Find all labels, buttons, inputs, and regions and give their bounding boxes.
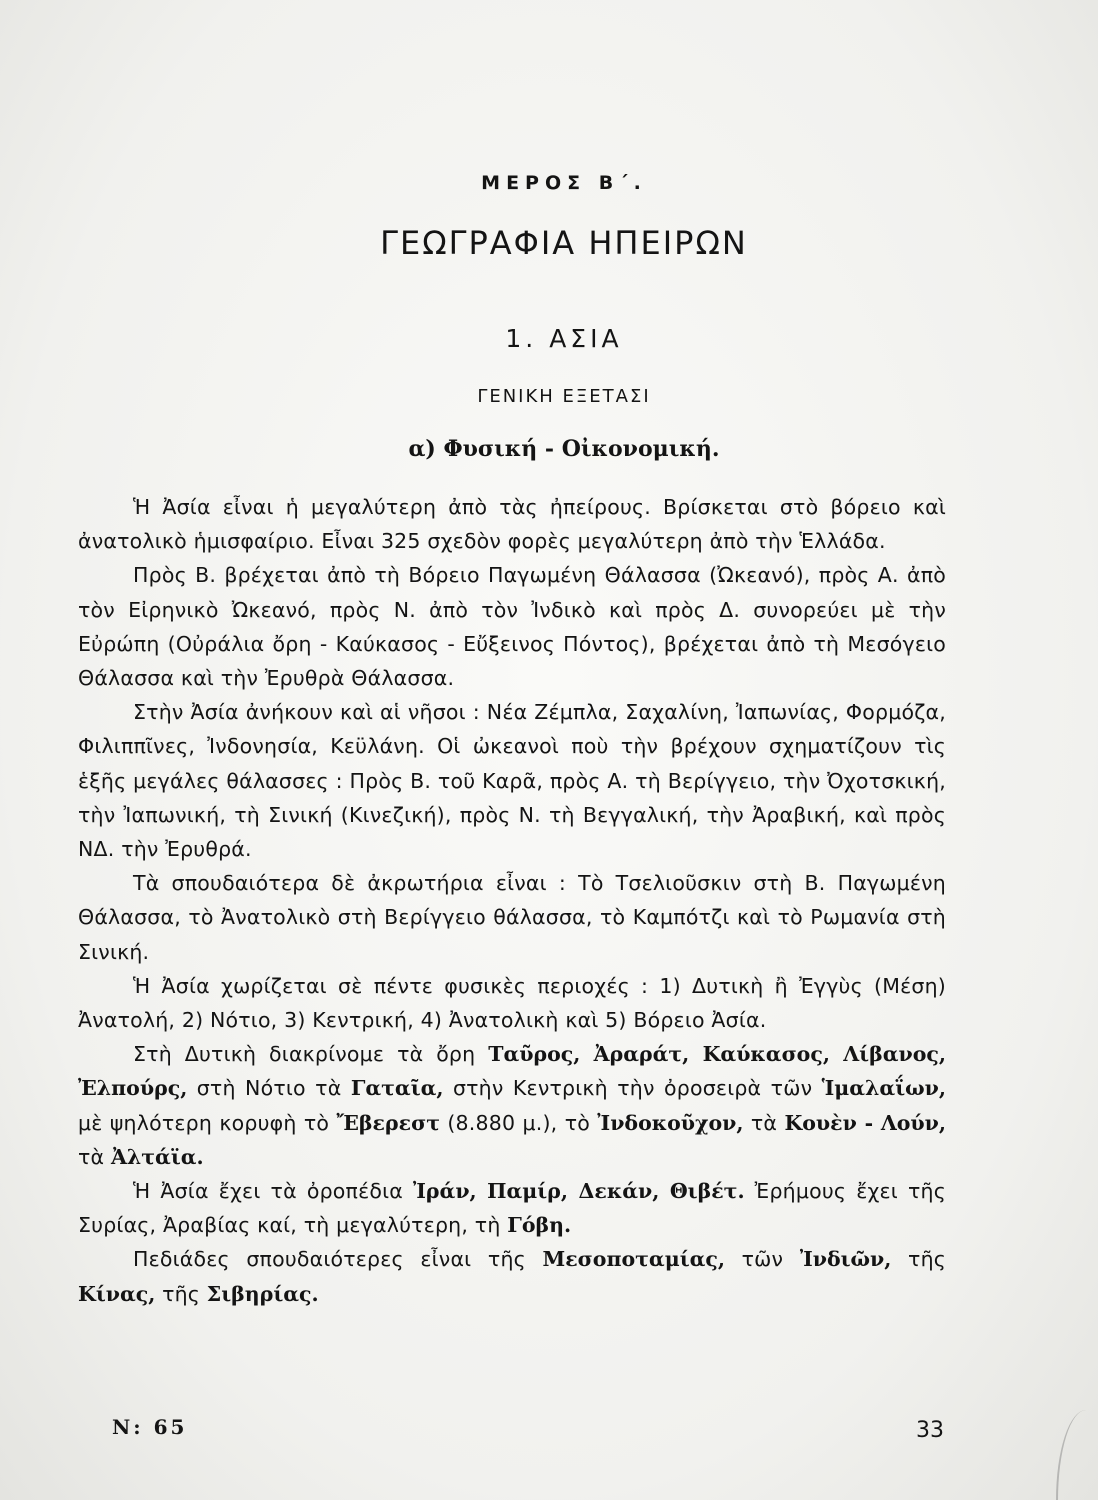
text-run: μὲ ψηλότερη κορυφὴ τὸ <box>78 1110 337 1135</box>
body-text <box>78 490 946 1311</box>
bold-term: Ἱμαλαΐων, <box>821 1076 947 1101</box>
bold-term: Κουὲν - Λούν, <box>784 1110 946 1135</box>
text-run: τὰ <box>78 1144 111 1169</box>
text-run: στὴ Νότιο τὰ <box>187 1076 351 1101</box>
section-title: ΓΕΝΙΚΗ ΕΞΕΤΑΣΙ <box>477 386 651 407</box>
paragraph-asia-size: Ἡ Ἀσία εἶναι ἡ μεγαλύτερη ἀπὸ τὰς ἠπείρους. Βρίσκεται στὸ βόρειο καὶ ἀνατολικὸ ἡμισφαίριο. Εἶναι 325 σχεδὸν φορὲς μεγαλύτερη ἀπὸ τὴν Ἑλλάδα. <box>78 495 946 554</box>
paragraph-plateaus-deserts <box>78 1174 946 1242</box>
paragraph-capes: Τὰ σπουδαιότερα δὲ ἀκρωτήρια εἶναι : Τὸ Τσελιοῦσκιν στὴ Β. Παγωμένη Θάλασσα, τὸ Ἀνατολικὸ στὴ Βερίγγειο θάλασσα, τὸ Καμπότζι καὶ τὸ Ρωμανία στὴ Σινική. <box>78 871 946 964</box>
bold-term: Ἀλτάϊα. <box>110 1144 204 1169</box>
text-run: τῆς <box>155 1281 207 1306</box>
bold-term: Ἰράν, Παμίρ, Δεκάν, Θιβέτ. <box>413 1179 745 1204</box>
chapter-title: 1. ΑΣΙΑ <box>505 324 623 353</box>
bold-term: Μεσοποταμίας, <box>542 1247 726 1272</box>
bold-term: Κίνας, <box>78 1281 156 1306</box>
text-run: στὴν Κεντρικὴ τὴν ὀροσειρὰ τῶν <box>443 1076 822 1101</box>
bold-term: Σιβηρίας. <box>206 1281 319 1306</box>
paragraph-mountains <box>78 1037 946 1174</box>
page-edge-curl <box>1056 1410 1098 1500</box>
paragraph-plains <box>78 1242 946 1310</box>
subsection-title: α) Φυσική - Οἰκονομική. <box>408 436 720 462</box>
bold-term: Ἔβερεστ <box>336 1110 440 1135</box>
text-run: (8.880 μ.), τὸ <box>440 1110 598 1135</box>
text-run: Πεδιάδες σπουδαιότερες εἶναι τῆς <box>133 1247 543 1272</box>
paragraph-asia-borders: Πρὸς Β. βρέχεται ἀπὸ τὴ Βόρειο Παγωμένη Θάλασσα (Ὠκεανό), πρὸς Α. ἀπὸ τὸν Εἰρηνικὸ Ὠκεανό, πρὸς Ν. ἀπὸ τὸν Ἰνδικὸ καὶ πρὸς Δ. συνορεύει μὲ τὴν Εὐρώπη (Οὐράλια ὄρη - Καύκασος - Εὔξεινος Πόντος), βρέχεται ἀπὸ τὴ Μεσόγειο Θάλασσα καὶ τὴν Ἐρυθρὰ Θάλασσα. <box>78 563 946 691</box>
main-title: ΓΕΩΓΡΑΦΙΑ ΗΠΕΙΡΩΝ <box>380 224 748 262</box>
page-number: 33 <box>916 1418 944 1443</box>
footer-code: Ν: 65 <box>112 1415 188 1439</box>
text-run: τὰ <box>743 1110 785 1135</box>
text-run: τῆς <box>891 1247 947 1272</box>
paragraph-islands-seas: Στὴν Ἀσία ἀνήκουν καὶ αἱ νῆσοι : Νέα Ζέμπλα, Σαχαλίνη, Ἰαπωνίας, Φορμόζα, Φιλιππῖνες, Ἰνδονησία, Κεϋλάνη. Οἱ ὠκεανοὶ ποὺ τὴν βρέχουν σχηματίζουν τὶς ἑξῆς μεγάλες θάλασσες : Πρὸς Β. τοῦ Καρᾶ, πρὸς Α. τὴ Βερίγγειο, τὴν Ὀχοτσκική, τὴν Ἰαπωνική, τὴ Σινική (Κινεζική), πρὸς Ν. τὴ Βεγγαλική, τὴν Ἀραβική, καὶ πρὸς ΝΔ. τὴν Ἐρυθρά. <box>78 700 946 862</box>
bold-term: Ἰνδιῶν, <box>799 1247 892 1272</box>
bold-term: Ταῦρος, Ἀραράτ, Καύκασος, Λίβανος, Ἐλπούρς, <box>78 1042 946 1101</box>
part-label: ΜΕΡΟΣ Β΄. <box>481 172 647 194</box>
bold-term: Ἰνδοκοῦχον, <box>597 1110 744 1135</box>
text-run: Στὴ Δυτικὴ διακρίνομε τὰ ὄρη <box>133 1042 489 1067</box>
text-run: Ἡ Ἀσία ἔχει τὰ ὀροπέδια <box>133 1179 414 1204</box>
bold-term: Γαταῖα, <box>350 1076 444 1101</box>
text-run: τῶν <box>725 1247 800 1272</box>
text-run: Ἐρήμους ἔχει τῆς Συρίας, Ἀραβίας καί, τὴ μεγαλύτερη, τὴ <box>78 1179 946 1238</box>
paragraph-regions: Ἡ Ἀσία χωρίζεται σὲ πέντε φυσικὲς περιοχές : 1) Δυτικὴ ἢ Ἐγγὺς (Μέση) Ἀνατολή, 2) Νότιο, 3) Κεντρική, 4) Ἀνατολικὴ καὶ 5) Βόρειο Ἀσία. <box>78 973 946 1033</box>
bold-term: Γόβη. <box>507 1213 572 1238</box>
